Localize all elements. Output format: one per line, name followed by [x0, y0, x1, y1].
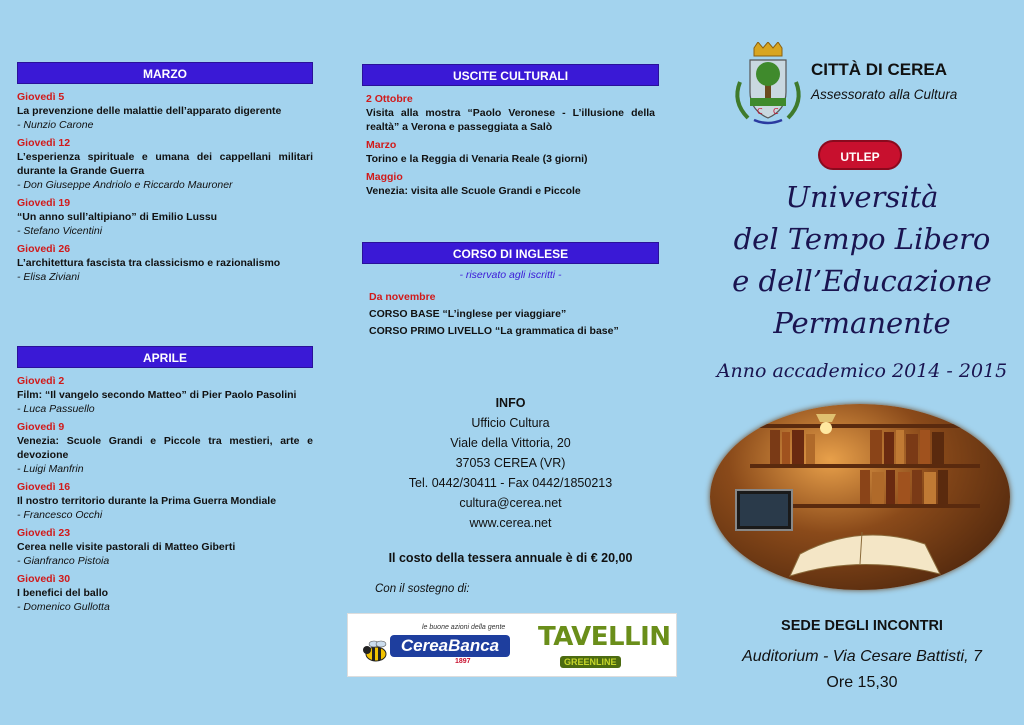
bee-icon	[360, 636, 390, 666]
inglese-section	[362, 242, 659, 338]
info-web[interactable]: www.cerea.net	[469, 516, 552, 530]
inglese-course-base: CORSO BASE “L’inglese per viaggiare”	[369, 308, 567, 320]
info-email[interactable]: cultura@cerea.net	[459, 496, 562, 510]
event-item	[17, 480, 313, 522]
event-date: Giovedì 30	[17, 573, 71, 585]
tavellin-name: TAVELLIN	[538, 622, 671, 652]
aprile-header: APRILE	[17, 346, 313, 368]
academic-year: Anno accademico 2014 - 2015	[716, 360, 1008, 382]
marzo-events	[17, 90, 313, 284]
event-title: Cerea nelle visite pastorali di Matteo Giberti	[17, 541, 236, 553]
event-title: Il nostro territorio durante la Prima Guerra Mondiale	[17, 495, 277, 507]
cereabanca-tagline: le buone azioni della gente	[422, 624, 506, 631]
aprile-events	[17, 374, 313, 614]
marzo-header: MARZO	[17, 62, 313, 84]
left-column-aprile	[17, 346, 313, 614]
event-speaker: - Don Giuseppe Andriolo e Riccardo Mauroner	[17, 179, 233, 191]
uscita-text: Torino e la Reggia di Venaria Reale (3 giorni)	[366, 153, 588, 165]
library-image	[710, 404, 1010, 590]
department: Assessorato alla Cultura	[811, 87, 958, 102]
event-speaker: - Luca Passuello	[17, 403, 95, 415]
event-speaker: - Elisa Ziviani	[17, 271, 80, 283]
bookshelf-illustration	[710, 404, 1010, 590]
title-line-1: Università	[785, 180, 939, 214]
inglese-course-primo: CORSO PRIMO LIVELLO “La grammatica di base”	[369, 325, 619, 337]
uscita-date: Marzo	[366, 139, 397, 151]
event-date: Giovedì 5	[17, 91, 65, 103]
city-crest-icon	[728, 42, 808, 128]
uscita-date: 2 Ottobre	[366, 93, 413, 105]
event-item	[17, 572, 313, 614]
event-speaker: - Luigi Manfrin	[17, 463, 84, 475]
event-speaker: - Nunzio Carone	[17, 119, 94, 131]
info-title: INFO	[495, 396, 526, 410]
event-speaker: - Domenico Gullotta	[17, 601, 110, 613]
uscita-item	[366, 92, 655, 134]
event-item	[17, 136, 313, 192]
title-line-2: del Tempo Libero	[733, 222, 991, 256]
info-city: 37053 CEREA (VR)	[455, 456, 566, 470]
event-title: “Un anno sull’altipiano” di Emilio Lussu	[17, 211, 218, 223]
event-title: Film: “Il vangelo secondo Matteo” di Pier Paolo Pasolini	[17, 389, 297, 401]
uscita-date: Maggio	[366, 171, 403, 183]
event-title: La prevenzione delle malattie dell’apparato digerente	[17, 105, 282, 117]
info-phone: Tel. 0442/30411 - Fax 0442/1850213	[408, 476, 613, 490]
info-street: Viale della Vittoria, 20	[450, 436, 571, 450]
info-fee: Il costo della tessera annuale è di € 20,00	[388, 551, 633, 565]
venue-time: Ore 15,30	[826, 674, 898, 691]
event-item	[17, 90, 313, 132]
venue-place: Auditorium - Via Cesare Battisti, 7	[742, 648, 982, 665]
event-title: L’architettura fascista tra classicismo e razionalismo	[17, 257, 281, 269]
event-title: L’esperienza spirituale e umana dei cappellani militari durante la Grande Guerra	[17, 151, 313, 177]
sponsor-box	[347, 613, 677, 677]
event-date: Giovedì 26	[17, 243, 71, 255]
venue-title: SEDE DEGLI INCONTRI	[781, 618, 943, 634]
inglese-note: - riservato agli iscritti -	[459, 269, 562, 281]
event-date: Giovedì 2	[17, 375, 65, 387]
uscita-item	[366, 170, 655, 198]
title-line-3: e dell’Educazione	[732, 264, 992, 298]
uscita-text: Visita alla mostra “Paolo Veronese - L’illusione della realtà” a Verona e passeggiata a Salò	[366, 107, 655, 133]
uscite-header: USCITE CULTURALI	[362, 64, 659, 86]
uscite-section	[362, 64, 659, 198]
info-support: Con il sostegno di:	[375, 583, 470, 595]
event-date: Giovedì 23	[17, 527, 71, 539]
event-speaker: - Stefano Vicentini	[17, 225, 103, 237]
event-date: Giovedì 16	[17, 481, 71, 493]
event-item	[17, 420, 313, 476]
event-item	[17, 374, 313, 416]
inglese-header: CORSO DI INGLESE	[362, 242, 659, 264]
event-title: I benefici del ballo	[17, 587, 109, 599]
title-line-4: Permanente	[773, 306, 951, 340]
event-date: Giovedì 19	[17, 197, 71, 209]
city-name: CITTÀ DI CEREA	[811, 60, 947, 79]
inglese-date: Da novembre	[369, 291, 436, 303]
cereabanca-logo	[360, 624, 520, 668]
event-date: Giovedì 9	[17, 421, 65, 433]
cereabanca-year: 1897	[455, 658, 471, 665]
event-title: Venezia: Scuole Grandi e Piccole tra mestieri, arte e devozione	[17, 435, 313, 461]
uscite-items	[362, 92, 659, 198]
svg-text:C: C	[757, 107, 763, 116]
event-speaker: - Francesco Occhi	[17, 509, 103, 521]
event-item	[17, 526, 313, 568]
cereabanca-name: CereaBanca	[390, 635, 510, 657]
info-office: Ufficio Cultura	[471, 416, 550, 430]
event-date: Giovedì 12	[17, 137, 71, 149]
svg-text:C: C	[773, 107, 779, 116]
uscita-text: Venezia: visita alle Scuole Grandi e Piccole	[366, 185, 581, 197]
event-item	[17, 242, 313, 284]
uscita-item	[366, 138, 655, 166]
tavellin-sub: GREENLINE	[560, 656, 621, 668]
event-item	[17, 196, 313, 238]
info-section	[362, 393, 659, 596]
event-speaker: - Gianfranco Pistoia	[17, 555, 110, 567]
tavellin-logo	[538, 622, 671, 670]
left-column	[17, 62, 313, 284]
utlep-badge: UTLEP	[818, 140, 902, 170]
